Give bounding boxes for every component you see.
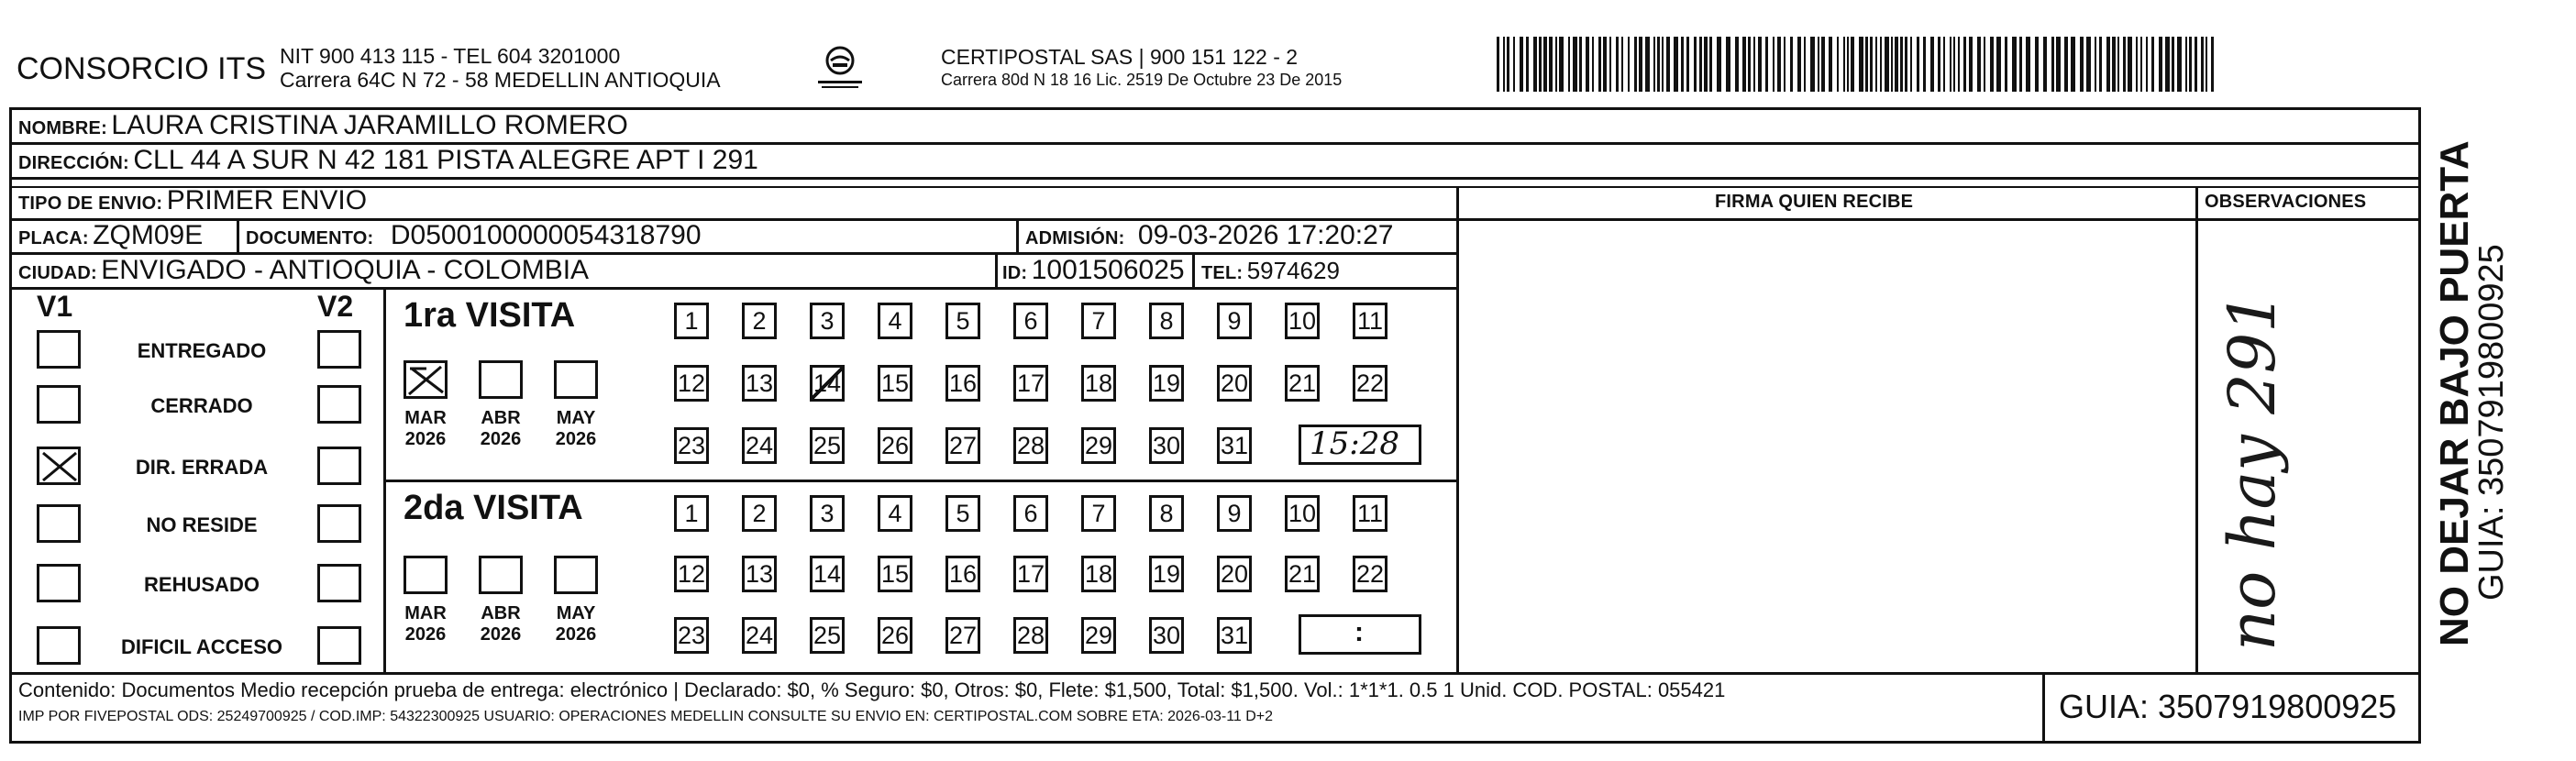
visit2-day-box[interactable]: 31 (1217, 617, 1252, 654)
barcode-bar (2035, 37, 2039, 92)
visit2-day-box[interactable]: 10 (1285, 495, 1320, 532)
ciudad-label: CIUDAD: (18, 263, 97, 283)
status-label: CERRADO (150, 394, 253, 417)
visit2-day-box[interactable]: 11 (1353, 495, 1388, 532)
v2-checkbox[interactable] (317, 447, 361, 485)
v2-checkbox[interactable] (317, 626, 361, 665)
status-label: REHUSADO (144, 573, 260, 596)
month-name: ABR (481, 603, 521, 623)
v2-header: V2 (317, 290, 354, 323)
visit2-day-box[interactable]: 16 (945, 556, 980, 592)
visit2-day-box[interactable]: 9 (1217, 495, 1252, 532)
visit2-month-checkbox[interactable] (554, 556, 598, 594)
barcode-bar (2026, 37, 2030, 92)
visit1-day-box[interactable]: 9 (1217, 303, 1252, 339)
barcode-bar (2043, 37, 2047, 92)
sender-company: CONSORCIO ITS (17, 51, 267, 86)
tel-value: 5974629 (1246, 257, 1340, 284)
visit2-day-box[interactable]: 17 (1013, 556, 1048, 592)
status-label: ENTREGADO (137, 339, 267, 362)
barcode-bar (2071, 37, 2075, 92)
barcode-bar (1742, 37, 1746, 92)
barcode-bar (1573, 37, 1577, 92)
barcode-bar (1865, 37, 1868, 92)
month-year: 2026 (555, 429, 597, 449)
visit2-month-checkbox[interactable] (404, 556, 448, 594)
barcode-bar (1847, 37, 1849, 92)
visit1-day-box[interactable]: 10 (1285, 303, 1320, 339)
barcode-bar (1694, 37, 1697, 92)
visit1-day-box[interactable]: 19 (1149, 365, 1184, 402)
barcode-bar (1950, 37, 1951, 92)
barcode-bar (1686, 37, 1689, 92)
observation-note: no hay 291 (2215, 292, 2290, 651)
visit2-title: 2da VISITA (404, 489, 583, 527)
v2-checkbox[interactable] (317, 330, 361, 369)
barcode-bar (1621, 37, 1623, 92)
documento-label: DOCUMENTO: (246, 228, 374, 248)
barcode-bar (1628, 37, 1630, 92)
barcode-bar (2099, 37, 2102, 92)
barcode-bar (1598, 37, 1601, 92)
v2-checkbox[interactable] (317, 564, 361, 602)
barcode-bar (1843, 37, 1845, 92)
barcode-bar (1797, 37, 1801, 92)
visit1-day-box[interactable]: 29 (1081, 427, 1116, 464)
barcode-bar (2140, 37, 2142, 92)
visit2-day-box[interactable]: 15 (878, 556, 912, 592)
visit2-day-box[interactable]: 18 (1081, 556, 1116, 592)
barcode-bar (1885, 37, 1889, 92)
barcode-bar (1748, 37, 1751, 92)
barcode-bar (2165, 37, 2170, 92)
v2-checkbox[interactable] (317, 504, 361, 543)
visit1-month-label (398, 408, 453, 450)
barcode-bar (1526, 37, 1529, 92)
visit1-day-box[interactable]: 27 (945, 427, 980, 464)
barcode-bar (1953, 37, 1955, 92)
barcode-bar (1735, 37, 1739, 92)
barcode-bar (1704, 37, 1708, 92)
month-year: 2026 (404, 624, 447, 645)
visit1-day-box[interactable]: 15 (878, 365, 912, 402)
barcode-bar (1507, 37, 1509, 92)
visit2-day-box[interactable]: 23 (674, 617, 709, 654)
barcode-bar (1804, 37, 1806, 92)
visit2-day-box[interactable]: 20 (1217, 556, 1252, 592)
sender-address: Carrera 64C N 72 - 58 MEDELLIN ANTIOQUIA (280, 68, 721, 92)
month-name: ABR (481, 408, 521, 428)
barcode-bar (1753, 37, 1755, 92)
certipostal-logo-icon (813, 40, 868, 95)
month-year: 2026 (404, 429, 447, 449)
v1-checkbox[interactable] (37, 564, 81, 602)
visit2-day-box[interactable]: 29 (1081, 617, 1116, 654)
id-label: ID: (1002, 263, 1028, 283)
courier-name-line: CERTIPOSTAL SAS | 900 151 122 - 2 (941, 45, 1299, 69)
barcode-bar (1539, 37, 1542, 92)
barcode-bar (1905, 37, 1907, 92)
visit1-day-box[interactable]: 16 (945, 365, 980, 402)
direccion-value: CLL 44 A SUR N 42 181 PISTA ALEGRE APT I 291 (133, 145, 758, 175)
tipo-label: TIPO DE ENVIO: (18, 193, 163, 214)
visit2-day-box[interactable]: 30 (1149, 617, 1184, 654)
visit2-day-box[interactable]: 1 (674, 495, 709, 532)
barcode-bar (2051, 37, 2054, 92)
barcode-bar (2117, 37, 2119, 92)
barcode-bar (1773, 37, 1774, 92)
barcode-bar (2185, 37, 2187, 92)
visit1-month-checkbox[interactable] (404, 360, 448, 399)
visit2-day-box[interactable]: 25 (810, 617, 845, 654)
direccion-row (18, 147, 758, 174)
barcode-bar (1709, 37, 1712, 92)
barcode-bar (1681, 37, 1684, 92)
direccion-label: DIRECCIÓN: (18, 153, 129, 173)
placa-row (18, 222, 203, 249)
nombre-value: LAURA CRISTINA JARAMILLO ROMERO (111, 110, 628, 140)
barcode-bar (2012, 37, 2017, 92)
barcode-bar (1958, 37, 1960, 92)
visit2-day-box[interactable]: 19 (1149, 556, 1184, 592)
barcode-bar (1930, 37, 1934, 92)
barcode-bar (2112, 37, 2116, 92)
month-name: MAY (556, 603, 596, 623)
barcode-bar (1917, 37, 1919, 92)
barcode-bar (1969, 37, 1973, 92)
barcode-bar (1657, 37, 1660, 92)
visit1-day-box[interactable]: 30 (1149, 427, 1184, 464)
barcode-bar (1880, 37, 1882, 92)
observaciones-header: OBSERVACIONES (2205, 192, 2367, 212)
month-name: MAY (556, 408, 596, 428)
id-value: 1001506025 (1031, 255, 1185, 285)
visit2-time: : (1354, 617, 1364, 647)
barcode-bar (2201, 37, 2204, 92)
status-label: DIFICIL ACCESO (120, 635, 282, 658)
barcode-bar (1497, 37, 1499, 92)
ciudad-row (18, 257, 589, 284)
barcode-bar (2056, 37, 2061, 92)
barcode-bar (1634, 37, 1637, 92)
visit1-day-box[interactable]: 7 (1081, 303, 1116, 339)
visit1-day-box[interactable]: 12 (674, 365, 709, 402)
barcode-bar (2123, 37, 2126, 92)
barcode-bar (1963, 37, 1966, 92)
month-name: MAR (404, 408, 447, 428)
barcode-bar (1818, 37, 1819, 92)
visit2-month-label (548, 603, 603, 645)
barcode-bar (1616, 37, 1619, 92)
barcode-bar (1910, 37, 1912, 92)
visit1-day-box[interactable]: 25 (810, 427, 845, 464)
documento-value: D0500100000054318790 (390, 220, 702, 250)
barcode-bar (1579, 37, 1582, 92)
visit2-day-box[interactable]: 5 (945, 495, 980, 532)
barcode-bar (2095, 37, 2096, 92)
visit1-day-box[interactable]: 23 (674, 427, 709, 464)
visit2-day-box[interactable]: 26 (878, 617, 912, 654)
barcode-bar (1653, 37, 1655, 92)
visit2-day-box[interactable]: 7 (1081, 495, 1116, 532)
barcode-bar (2106, 37, 2110, 92)
barcode-bar (1726, 37, 1730, 92)
tel-label: TEL: (1201, 263, 1244, 283)
barcode-bar (1662, 37, 1664, 92)
visit1-day-box[interactable]: 2 (742, 303, 777, 339)
v1-checkbox[interactable] (37, 626, 81, 665)
barcode-bar (1603, 37, 1607, 92)
barcode-bar (1990, 37, 1994, 92)
barcode-bar (2019, 37, 2022, 92)
barcode-bar (1821, 37, 1825, 92)
visit2-month-label (398, 603, 453, 645)
month-year: 2026 (480, 624, 522, 645)
barcode-bar (1645, 37, 1650, 92)
barcode-bar (2172, 37, 2174, 92)
nombre-row (18, 112, 628, 139)
placa-value: ZQM09E (93, 220, 204, 250)
visit1-month-label (548, 408, 603, 450)
v1-checkbox[interactable] (37, 504, 81, 543)
barcode-bar (1891, 37, 1893, 92)
ciudad-value: ENVIGADO - ANTIOQUIA - COLOMBIA (101, 255, 590, 285)
tel-row (1201, 259, 1340, 282)
barcode-bar (1777, 37, 1781, 92)
visit2-day-box[interactable]: 27 (945, 617, 980, 654)
admision-value: 09-03-2026 17:20:27 (1137, 220, 1394, 250)
barcode-bar (1592, 37, 1594, 92)
barcode-bar (1870, 37, 1873, 92)
visit1-day-box[interactable]: 20 (1217, 365, 1252, 402)
visit2-day-box[interactable]: 2 (742, 495, 777, 532)
visit1-title: 1ra VISITA (404, 296, 576, 335)
visit1-day-box[interactable]: 6 (1013, 303, 1048, 339)
firma-header: FIRMA QUIEN RECIBE (1715, 192, 1914, 212)
barcode-bar (1810, 37, 1815, 92)
barcode-bar (2206, 37, 2207, 92)
barcode-bar (2005, 37, 2007, 92)
barcode (1497, 37, 2221, 92)
visit2-day-box[interactable]: 13 (742, 556, 777, 592)
documento-row (246, 222, 702, 249)
visit1-day-box[interactable]: 14 (810, 365, 845, 402)
barcode-bar (2146, 37, 2148, 92)
visit1-day-box[interactable]: 18 (1081, 365, 1116, 402)
visit1-day-box[interactable]: 31 (1217, 427, 1252, 464)
barcode-bar (1895, 37, 1898, 92)
id-row (1002, 257, 1185, 284)
barcode-bar (2159, 37, 2162, 92)
footer-imp: IMP POR FIVEPOSTAL ODS: 25249700925 / COD.IMP: 54322300925 USUARIO: OPERACIONES MEDELLIN CONSULTE SU ENVIO EN: CERTIPOSTAL.COM SOBRE ETA: 2026-03-11 D+2 (18, 709, 1274, 724)
visit2-day-box[interactable]: 28 (1013, 617, 1048, 654)
barcode-bar (1555, 37, 1557, 92)
side-warning: NO DEJAR BAJO PUERTA (2432, 140, 2477, 646)
barcode-bar (1765, 37, 1768, 92)
barcode-bar (1758, 37, 1762, 92)
visit2-day-box[interactable]: 14 (810, 556, 845, 592)
visit1-day-box[interactable]: 24 (742, 427, 777, 464)
visit2-day-box[interactable]: 6 (1013, 495, 1048, 532)
v2-checkbox[interactable] (317, 385, 361, 424)
barcode-bar (2064, 37, 2068, 92)
barcode-bar (1790, 37, 1793, 92)
side-guia: GUIA: 3507919800925 (2472, 244, 2511, 601)
visit1-day-box[interactable]: 4 (878, 303, 912, 339)
visit2-day-box[interactable]: 24 (742, 617, 777, 654)
v1-header: V1 (37, 290, 73, 323)
barcode-bar (1559, 37, 1564, 92)
visit1-day-box[interactable]: 13 (742, 365, 777, 402)
barcode-bar (1533, 37, 1537, 92)
barcode-bar (1609, 37, 1611, 92)
sender-nit-tel: NIT 900 413 115 - TEL 604 3201000 (280, 44, 621, 68)
barcode-bar (1837, 37, 1839, 92)
v1-checkbox[interactable] (37, 385, 81, 424)
status-label: NO RESIDE (146, 513, 258, 536)
barcode-bar (1543, 37, 1547, 92)
visit1-day-box[interactable]: 1 (674, 303, 709, 339)
visit1-day-box[interactable]: 28 (1013, 427, 1048, 464)
barcode-bar (1666, 37, 1670, 92)
month-year: 2026 (555, 624, 597, 645)
visit2-day-box[interactable]: 21 (1285, 556, 1320, 592)
barcode-bar (1520, 37, 1523, 92)
barcode-bar (1984, 37, 1985, 92)
courier-address-line: Carrera 80d N 18 16 Lic. 2519 De Octubre 23 De 2015 (941, 71, 1343, 89)
barcode-bar (1859, 37, 1863, 92)
status-label: DIR. ERRADA (135, 456, 269, 479)
barcode-bar (1674, 37, 1678, 92)
barcode-bar (1851, 37, 1854, 92)
visit1-month-checkbox[interactable] (554, 360, 598, 399)
barcode-bar (1513, 37, 1515, 92)
barcode-bar (2211, 37, 2214, 92)
nombre-label: NOMBRE: (18, 118, 107, 138)
barcode-bar (2195, 37, 2197, 92)
visit1-day-box[interactable]: 21 (1285, 365, 1320, 402)
barcode-bar (2151, 37, 2154, 92)
admision-row (1025, 222, 1394, 249)
visit2-month-checkbox[interactable] (479, 556, 523, 594)
visit1-time: 15:28 (1310, 425, 1399, 462)
barcode-bar (1996, 37, 2001, 92)
visit2-month-label (473, 603, 528, 645)
visit1-month-checkbox[interactable] (479, 360, 523, 399)
barcode-bar (1875, 37, 1877, 92)
barcode-bar (1900, 37, 1903, 92)
visit2-day-box[interactable]: 4 (878, 495, 912, 532)
barcode-bar (1639, 37, 1642, 92)
barcode-bar (2136, 37, 2138, 92)
v1-checkbox[interactable] (37, 330, 81, 369)
visit1-day-box[interactable]: 22 (1353, 365, 1388, 402)
visit2-day-box[interactable]: 8 (1149, 495, 1184, 532)
barcode-bar (1784, 37, 1786, 92)
barcode-bar (2177, 37, 2182, 92)
barcode-bar (1586, 37, 1589, 92)
barcode-bar (2080, 37, 2084, 92)
barcode-bar (1938, 37, 1940, 92)
barcode-bar (2128, 37, 2132, 92)
visit1-month-label (473, 408, 528, 450)
visit2-day-box[interactable]: 12 (674, 556, 709, 592)
visit2-day-box[interactable]: 3 (810, 495, 845, 532)
visit1-day-box[interactable]: 8 (1149, 303, 1184, 339)
visit2-day-box[interactable]: 22 (1353, 556, 1388, 592)
barcode-bar (1829, 37, 1832, 92)
month-year: 2026 (480, 429, 522, 449)
barcode-bar (2189, 37, 2192, 92)
visit1-day-box[interactable]: 17 (1013, 365, 1048, 402)
visit1-day-box[interactable]: 5 (945, 303, 980, 339)
barcode-bar (1549, 37, 1553, 92)
barcode-bar (1699, 37, 1702, 92)
tipo-value: PRIMER ENVIO (166, 185, 368, 215)
barcode-bar (1923, 37, 1926, 92)
barcode-bar (1568, 37, 1570, 92)
tipo-row (18, 187, 367, 215)
v1-checkbox[interactable] (37, 447, 81, 485)
month-name: MAR (404, 603, 447, 623)
visit1-day-box[interactable]: 11 (1353, 303, 1388, 339)
barcode-bar (2086, 37, 2091, 92)
footer-guia: GUIA: 3507919800925 (2059, 688, 2397, 725)
placa-label: PLACA: (18, 228, 89, 248)
footer-content: Contenido: Documentos Medio recepción prueba de entrega: electrónico | Declarado: $0, % Seguro: $0, Otros: $0, Flete: $1,500, Total: $1,500. Vol.: 1*1*1. 0.5 1 Unid. COD. POSTAL: 055421 (18, 678, 1726, 701)
visit1-day-box[interactable]: 26 (878, 427, 912, 464)
admision-label: ADMISIÓN: (1025, 228, 1125, 248)
barcode-bar (1977, 37, 1981, 92)
barcode-bar (1503, 37, 1505, 92)
visit1-day-box[interactable]: 3 (810, 303, 845, 339)
barcode-bar (1943, 37, 1945, 92)
barcode-bar (1717, 37, 1721, 92)
